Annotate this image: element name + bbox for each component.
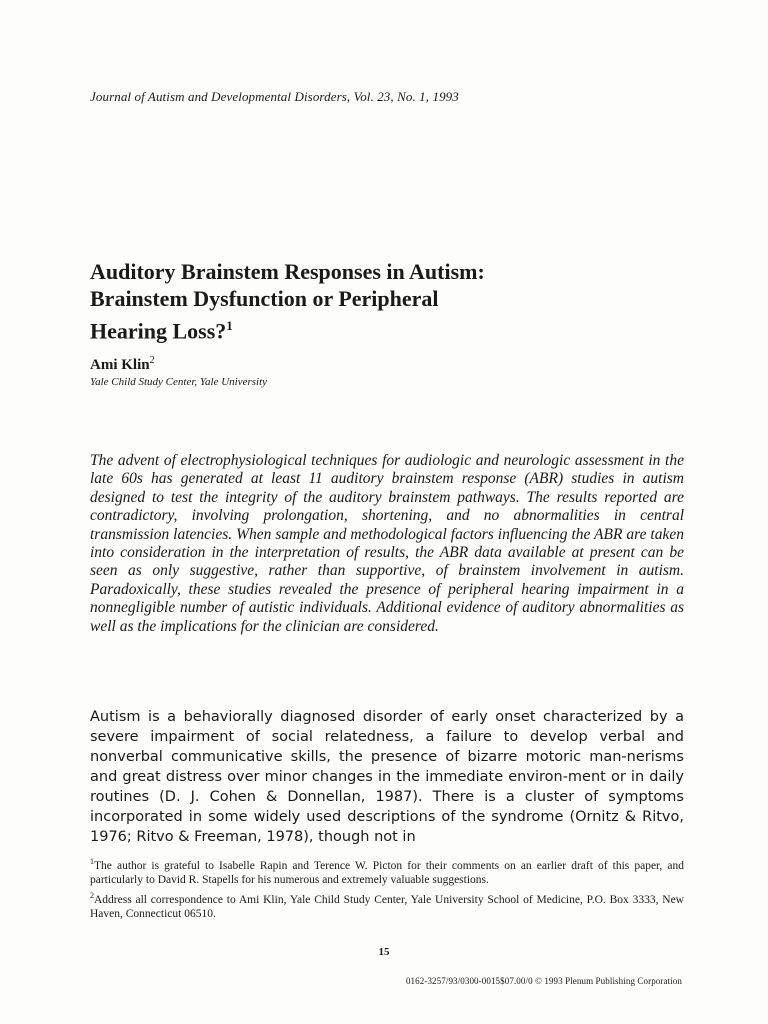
footnote-1-text: The author is grateful to Isabelle Rapin and Terence W. Picton for their comments on an earlier draft of this paper, and particularly to David R. Stapells for his numerous and extremely valuable suggestions. xyxy=(90,859,684,887)
author-name xyxy=(90,355,155,374)
footnote-2-text: Address all correspondence to Ami Klin, Yale Child Study Center, Yale University School of Medicine, P.O. Box 3333, New Haven, Connecticut 06510. xyxy=(90,893,684,921)
journal-header: Journal of Autism and Developmental Disorders, Vol. 23, No. 1, 1993 xyxy=(90,89,459,104)
title-line-3: Hearing Loss? xyxy=(90,318,227,344)
author-footnote-mark: 2 xyxy=(149,355,155,366)
page-number: 15 xyxy=(378,946,390,958)
footnote-1 xyxy=(90,855,684,888)
title-footnote-mark: 1 xyxy=(226,318,233,333)
title-line-1: Auditory Brainstem Responses in Autism: xyxy=(90,259,485,284)
abstract: The advent of electrophysiological techniques for audiologic and neurologic assessment in the late 60s has generated at least 11 auditory brainstem response (ABR) studies in autism designed to test the integrity of the auditory brainstem pathways. The results reported are contradictory, involving prolongation, shortening, and no abnormalities in central transmission latencies. When sample and methodological factors influencing the ABR are taken into consideration in the interpretation of results, the ABR data available at present can be seen as only suggestive, rather than supportive, of brainstem involvement in autism. Paradoxically, these studies revealed the presence of peripheral hearing impairment in a nonnegligible number of autistic individuals. Additional evidence of auditory abnormalities as well as the implications for the clinician are considered. xyxy=(90,452,684,635)
copyright-line: 0162-3257/93/0300-0015$07.00/0 © 1993 Plenum Publishing Corporation xyxy=(405,976,682,986)
body-paragraph: Autism is a behaviorally diagnosed disorder of early onset characterized by a severe impairment of social relatedness, a failure to develop verbal and nonverbal communicative skills, the presence of bizarre motoric man-nerisms and great distress over minor changes in the immediate environ-ment or in daily routines (D. J. Cohen & Donnellan, 1987). There is a cluster of symptoms incorporated in some widely used descriptions of the syndrome (Ornitz & Ritvo, 1976; Ritvo & Freeman, 1978), though not in xyxy=(90,709,684,845)
footnotes xyxy=(90,855,684,923)
footnote-1-mark: 1 xyxy=(90,857,94,866)
title-line-2: Brainstem Dysfunction or Peripheral xyxy=(90,286,439,311)
footnote-2-mark: 2 xyxy=(90,890,94,900)
footnote-2 xyxy=(90,889,684,922)
article-title xyxy=(90,258,690,344)
author-affiliation: Yale Child Study Center, Yale University xyxy=(90,376,268,388)
author-name-text: Ami Klin xyxy=(90,357,150,373)
